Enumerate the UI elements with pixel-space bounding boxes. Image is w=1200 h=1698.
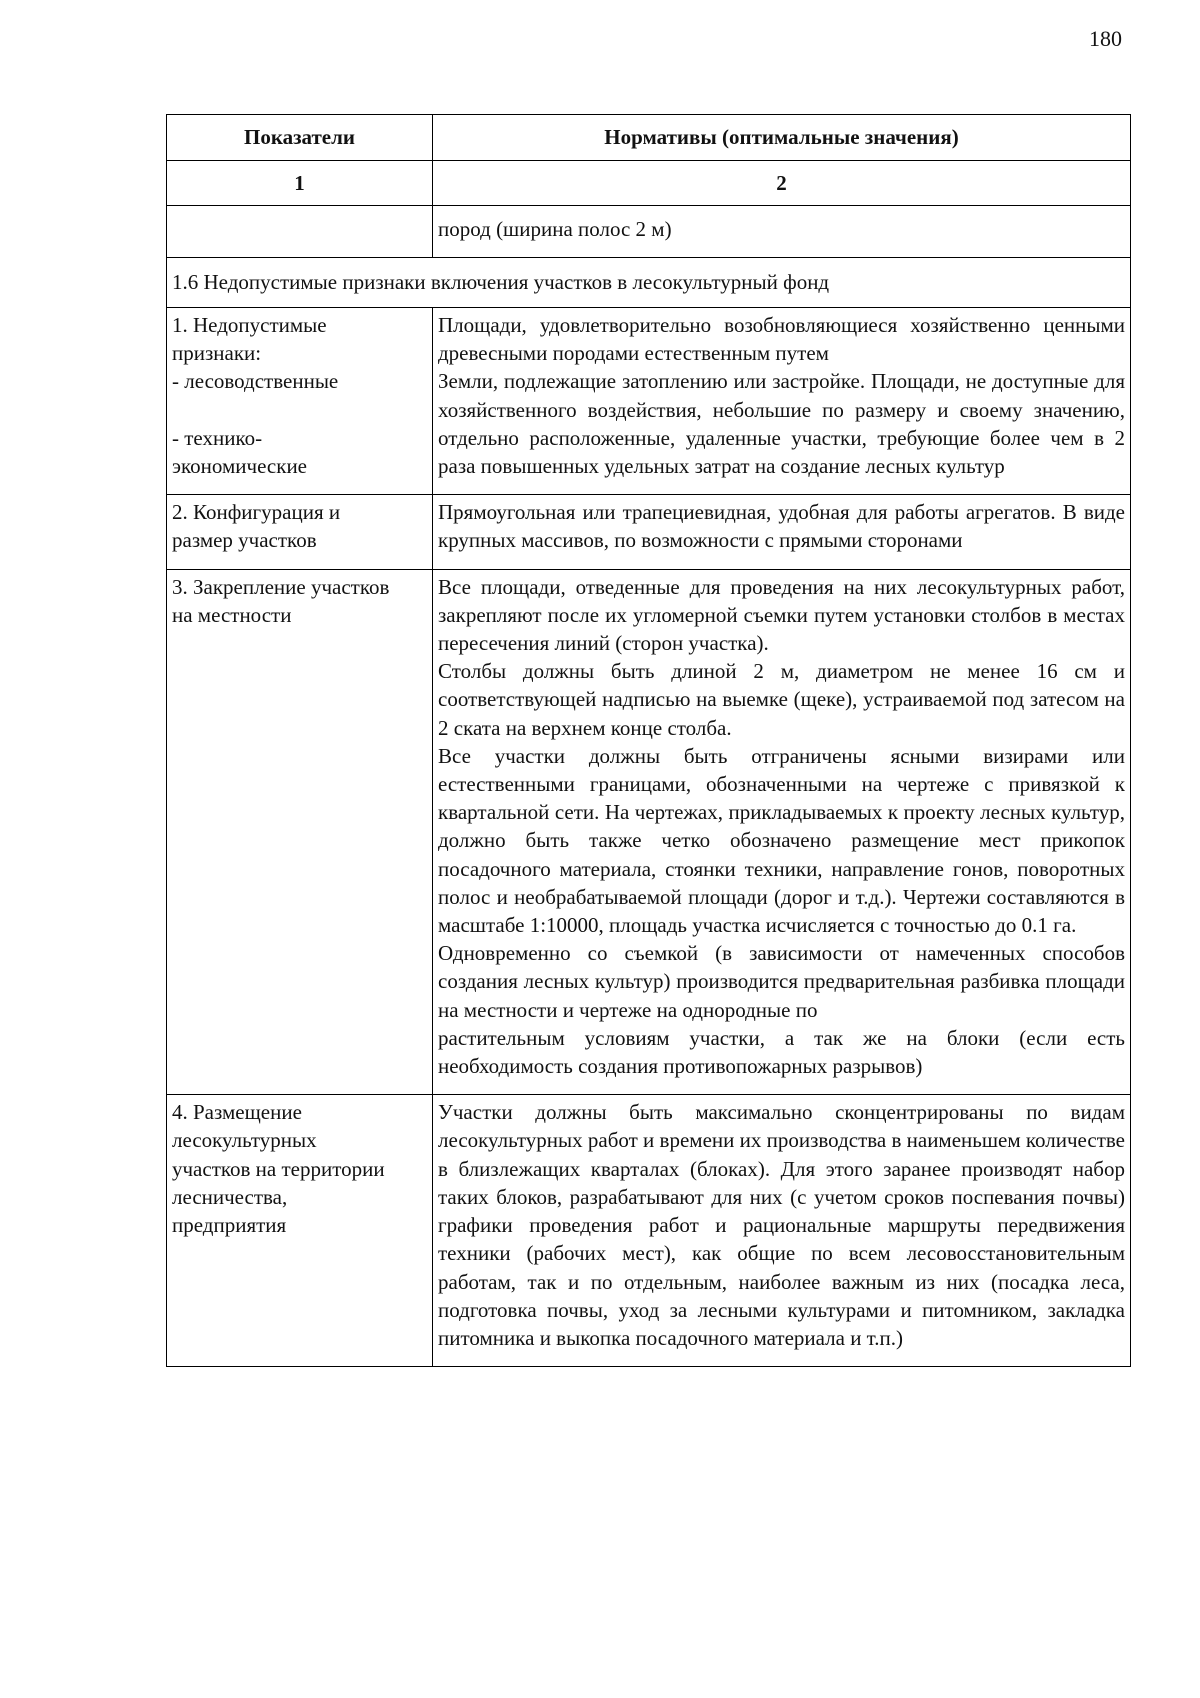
- indicator-line: 1. Недопустимые: [172, 313, 327, 337]
- norm-paragraph: Столбы должны быть длиной 2 м, диаметром не менее 16 см и соответствующей надписью на выемке (щеке), устраиваемой под затесом на 2 ската на верхнем конце столба.: [438, 659, 1125, 740]
- norm-paragraph: Прямоугольная или трапециевидная, удобная для работы агрегатов. В виде крупных массивов, по возможности с прямыми сторонами: [438, 500, 1125, 553]
- section-title: 1.6 Недопустимые признаки включения участков в лесокультурный фонд: [167, 258, 1131, 308]
- indicator-cell: [167, 495, 433, 569]
- continuation-row: [167, 206, 1131, 258]
- norm-cell: [433, 1095, 1131, 1367]
- indicator-line: участков на территории: [172, 1156, 385, 1181]
- column-number-2: 2: [433, 161, 1131, 206]
- norm-paragraph: Одновременно со съемкой (в зависимости от намеченных способов создания лесных культур) производится предварительная разбивка площади на местности и чертеже на однородные по: [438, 941, 1125, 1022]
- page-number: 180: [1089, 26, 1122, 51]
- indicator-line: 3. Закрепление участков: [172, 574, 390, 599]
- table-row: [167, 1095, 1131, 1367]
- norms-table: [166, 114, 1131, 1367]
- table-row: [167, 308, 1131, 495]
- indicator-line: 4. Размещение: [172, 1100, 302, 1125]
- continuation-norm: пород (ширина полос 2 м): [433, 206, 1131, 258]
- indicator-cell: [167, 1095, 433, 1367]
- norm-paragraph: Участки должны быть максимально сконцентрированы по видам лесокультурных работ и времени их производства в наименьшем количестве в близлежащих кварталах (блоках). Для этого заранее производят набор таких блоков, разрабатывают для них (с учетом сроков поспевания почвы) графики проведения работ и рациональные маршруты передвижения техники (рабочих мест), как общие по всем лесовосстановительным работам, так и по отдельным, наиболее важным из них (посадка леса, подготовка почвы, уход за лесными культурами и питомником, закладка питомника и выкопка посадочного материала и т.п.): [438, 1100, 1125, 1350]
- norm-paragraph: растительным условиям участки, а так же на блоки (если есть необходимость создания противопожарных разрывов): [438, 1025, 1125, 1079]
- norm-paragraph: Площади, удовлетворительно возобновляющиеся хозяйственно ценными древесными породами естественным путем: [438, 313, 1125, 366]
- section-row: [167, 258, 1131, 308]
- indicator-line: экономические: [172, 454, 308, 479]
- indicator-line: лесокультурных: [172, 1128, 317, 1153]
- indicator-line: на местности: [172, 602, 292, 627]
- indicator-line: размер участков: [172, 528, 317, 553]
- table-row: [167, 569, 1131, 1095]
- norm-paragraph: Земли, подлежащие затоплению или застройке. Площади, не доступные для хозяйственного воздействия, небольшие по размеру и своему значению, отдельно расположенные, удаленные участки, требующие более чем в 2 раза повышенных удельных затрат на создание лесных культур: [438, 369, 1125, 479]
- indicator-line: - технико-: [172, 425, 263, 450]
- table-header-row: [167, 115, 1131, 161]
- norm-paragraph: Все площади, отведенные для проведения на них лесокультурных работ, закрепляют после их угломерной съемки путем установки столбов в местах пересечения линий (сторон участка).: [438, 574, 1125, 656]
- indicator-line: лесничества,: [172, 1184, 288, 1209]
- norm-cell: [433, 495, 1131, 569]
- indicator-line: - лесоводственные: [172, 369, 339, 394]
- indicator-line: [172, 396, 427, 424]
- indicator-cell: [167, 569, 433, 1095]
- continuation-indicator: [167, 206, 433, 258]
- column-number-1: 1: [167, 161, 433, 206]
- header-indicators: Показатели: [167, 115, 433, 161]
- norm-cell: [433, 569, 1131, 1095]
- norm-paragraph: Все участки должны быть отграничены ясными визирами или естественными границами, обозначенными на чертеже с привязкой к квартальной сети. На чертежах, прикладываемых к проекту лесных культур, должно быть также четко обозначено размещение мест прикопок посадочного материала, стоянки техники, направление гонов, поворотных полос и необрабатываемой площади (дорог и т.д.). Чертежи составляются в масштабе 1:10000, площадь участка исчисляется с точностью до 0.1 га.: [438, 743, 1125, 938]
- table-row: [167, 495, 1131, 569]
- header-norms: Нормативы (оптимальные значения): [433, 115, 1131, 161]
- indicator-line: 2. Конфигурация и: [172, 500, 341, 525]
- norm-cell: [433, 308, 1131, 495]
- indicator-line: предприятия: [172, 1213, 287, 1238]
- indicator-cell: [167, 308, 433, 495]
- indicator-line: признаки:: [172, 341, 262, 366]
- column-number-row: [167, 161, 1131, 206]
